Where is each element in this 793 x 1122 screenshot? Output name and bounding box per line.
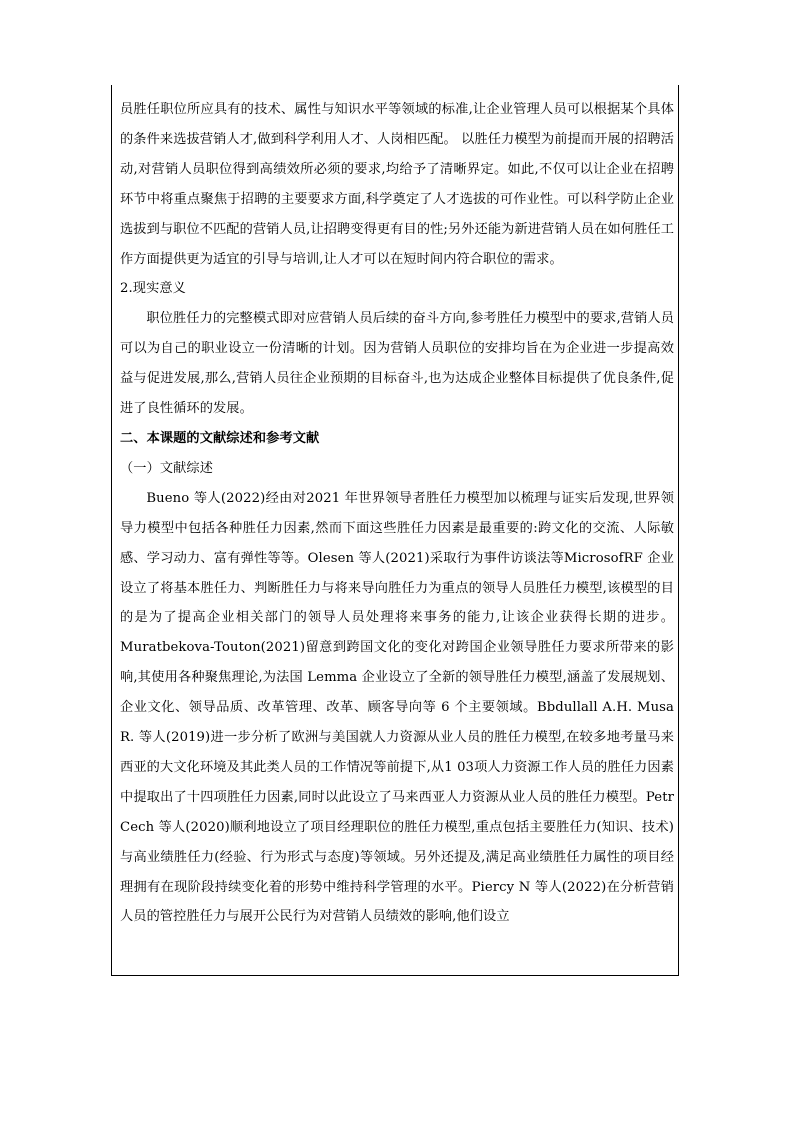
heading-literature-review: （一）文献综述 — [120, 460, 214, 476]
heading-section-two: 二、本课题的文献综述和参考文献 — [120, 430, 320, 446]
heading-practical-significance: 2.现实意义 — [120, 281, 186, 297]
document-body — [120, 95, 674, 932]
paragraph-literature-review: Bueno 等人(2022)经由对2021 年世界领导者胜任力模型加以梳理与证实后发现,世界领导力模型中包括各种胜任力因素,然而下面这些胜任力因素是最重要的:跨文化的交流、人际敏感、学习动力、富有弹性等等。Olesen 等人(2021)采取行为事件访谈法等MicrosofRF 企业设立了将基本胜任力、判断胜任力与将来导向胜任力为重点的领导人员胜任力模型,该模型的目的是为了提高企业相关部门的领导人员处理将来事务的能力,让该企业获得长期的进步。Muratbekova-Touton(2021)留意到跨国文化的变化对跨国企业领导胜任力要求所带来的影响,其使用各种聚焦理论,为法国 Lemma 企业设立了全新的领导胜任力模型,涵盖了发展规划、企业文化、领导品质、改革管理、改革、顾客导向等 6 个主要领域。Bbdullall A.H. Musa R. 等人(2019)进一步分析了欧洲与美国就人力资源从业人员的胜任力模型,在较多地考量马来西亚的大文化环境及其此类人员的工作情况等前提下,从1 03项人力资源工作人员的胜任力因素中提取出了十四项胜任力因素,同时以此设立了马来西亚人力资源从业人员的胜任力模型。Petr Cech 等人(2020)顺利地设立了项目经理职位的胜任力模型,重点包括主要胜任力(知识、技术)与高业绩胜任力(经验、行为形式与态度)等领域。另外还提及,满足高业绩胜任力属性的项目经理拥有在现阶段持续变化着的形势中维持科学管理的水平。Piercy N 等人(2022)在分析营销人员的管控胜任力与展开公民行为对营销人员绩效的影响,他们设立 — [120, 490, 674, 925]
paragraph-theoretical-continued: 员胜任职位所应具有的技术、属性与知识水平等领域的标准,让企业管理人员可以根据某个具体的条件来选拔营销人才,做到科学利用人才、人岗相匹配。 以胜任力模型为前提而开展的招聘活动,对营销人员职位得到高绩效所必须的要求,均给予了清晰界定。如此,不仅可以让企业在招聘环节中将重点聚焦于招聘的主要要求方面,科学奠定了人才选拔的可作业性。可以科学防止企业选拔到与职位不匹配的营销人员,让招聘变得更有目的性;另外还能为新进营销人员在如何胜任工作方面提供更为适宜的引导与培训,让人才可以在短时间内符合职位的需求。 — [120, 102, 674, 267]
text-frame — [111, 85, 679, 976]
paragraph-practical-significance: 职位胜任力的完整模式即对应营销人员后续的奋斗方向,参考胜任力模型中的要求,营销人员可以为自己的职业设立一份清晰的计划。因为营销人员职位的安排均旨在为企业进一步提高效益与促进发展,那么,营销人员往企业预期的目标奋斗,也为达成企业整体目标提供了优良条件,促进了良性循环的发展。 — [120, 311, 674, 417]
